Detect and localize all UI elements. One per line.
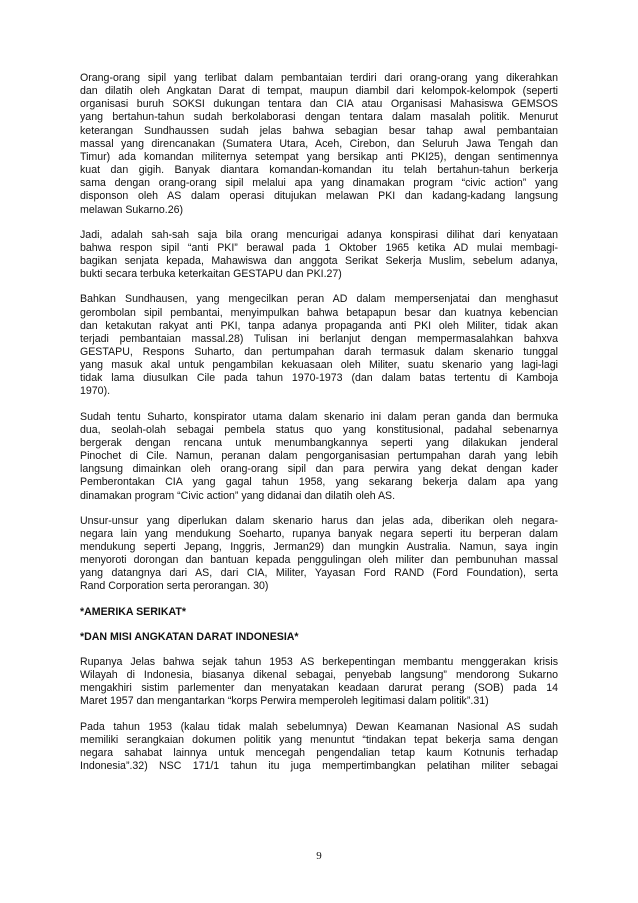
page-number: 9	[316, 850, 322, 862]
paragraph-6	[80, 656, 558, 709]
text-line: Pada tahun 1953 (kalau tidak malah sebelumnya) Dewan Keamanan Nasional AS sudah	[80, 720, 558, 733]
text-line: GESTAPU, Respons Suharto, dan pertumpahan darah termasuk dalam skenario tunggal	[80, 345, 558, 358]
text-line: mengakhiri sistim parlementer dan menyatakan keadaan darurat perang (SOB) pada 14	[80, 682, 558, 695]
text-line: 1970).	[80, 385, 111, 398]
paragraph-5	[80, 515, 558, 594]
text-line: Pemberontakan CIA yang gagal tahun 1958, yang sekarang bekerja dalam apa yang	[80, 476, 558, 489]
text-line: terjadi pembantaian massal.28) Tulisan ini berlanjut dengan mempermasalahkan bahxva	[80, 332, 558, 345]
text-line: Timur) ada komandan militernya setempat yang bersikap anti PKI25), dengan sentimennya	[80, 150, 558, 163]
text-line: mendukung seperti Jepang, Inggris, Jerman29) dan mungkin Australia. Namun, saya ingin	[80, 541, 558, 553]
text-line: dan dilatih oleh Angkatan Darat di tempat, maupun diambil dari kelompok-kelompok (seperti	[80, 85, 558, 98]
text-line: massal yang direncanakan (Sumatera Utara, Aceh, Cirebon, dan Seluruh Jawa Tengah dan	[80, 137, 558, 150]
text-line: Unsur-unsur yang diperlukan dalam skenario harus dan jelas ada, diberikan oleh negara-	[80, 514, 558, 527]
text-line: keterangan Sundhaussen sudah jelas bahwa sebagian besar tahap awal pembantaian	[80, 124, 558, 137]
text-line: langsung dimainkan oleh orang-orang sipil dan para perwira yang dekat dengan kader	[80, 463, 558, 476]
paragraph-7	[80, 721, 558, 774]
paragraph-2	[80, 229, 558, 282]
text-line: Bahkan Sundhausen, yang mengecilkan peran AD dalam mempersenjatai dan menghasut	[80, 293, 558, 306]
text-line: dua, seolah-olah sebagai pembela status quo yang konstitusional, padahal sebenarnya	[80, 423, 558, 436]
text-line: tidak lama diusulkan Cile pada tahun 1970-1973 (dan dalam batas tertentu di Kamboja	[80, 372, 558, 385]
text-line: dinamakan program “Civic action” yang didanai dan dilatih oleh AS.	[80, 489, 396, 502]
paragraph-1	[80, 72, 558, 217]
text-line: negara sahabat lainnya untuk mencegah pengendalian tetap kaum Kotnunis terhadap	[80, 746, 558, 759]
text-line: bagikan senjata kepada, Mahawiswa dan anggota Serikat Sekerja Muslim, sebelum adanya,	[80, 255, 558, 268]
text-line: menyoroti dorongan dan bantuan kepada penggulingan oleh militer dan pembunuhan massal	[80, 554, 558, 567]
text-line: sama dengan orang-orang sipil melalui apa yang dinamakan program “civic action” yang	[80, 177, 558, 190]
text-line: Rupanya Jelas bahwa sejak tahun 1953 AS berkepentingan membantu menggerakan krisis	[80, 655, 558, 668]
text-line: yang masuk akal untuk pengambilan kekuasaan oleh Militer, suatu skenario yang lagi-lagi	[80, 359, 558, 372]
text-line: memiliki serangkaian dokumen politik yang menuntut “tindakan tepat bekerja sama dengan	[80, 733, 558, 746]
text-line: organisasi buruh SOKSI dukungan tentara dan CIA atau Organisasi Mahasiswa GEMSOS	[80, 98, 558, 111]
text-line: Wilayah di Indonesia, biasanya dikenal sebagai, penyebab langsung” mendorong Sukarno	[80, 669, 558, 682]
text-line: bergerak dengan rencana untuk menumbangkannya seperti yang dilakukan jenderal	[80, 436, 558, 449]
text-line: Indonesia”.32) NSC 171/1 tahun itu juga mempertimbangkan pelatihan militer sebagai	[80, 760, 558, 773]
text-line: negara lain yang mendukung Soeharto, rupanya banyak negara seperti itu berperan dalam	[80, 527, 558, 540]
page-body	[80, 72, 558, 785]
text-line: dan ketakutan rakyat anti PKI, tanpa adanya propaganda anti PKI oleh Militer, tidak akan	[80, 319, 558, 332]
text-line: gerombolan sipil pembantai, menyimpulkan bahwa betapapun besar dan kuatnya kebencian	[80, 306, 558, 319]
text-line: kuat dan gigih. Banyak diantara komandan-komandan itu telah bertahun-tahun berkerja	[80, 164, 558, 177]
text-line: bukti secara terbuka keterkaitan GESTAPU dan PKI.27)	[80, 268, 342, 281]
text-line: melawan Sukarno.26)	[80, 203, 184, 216]
text-line: disponson oleh AS dalam operasi ditujukan melawan PKI dan kadang-kadang langsung	[80, 190, 558, 203]
text-line: yang datangnya dari AS, dari CIA, Militer, Yayasan Ford RAND (Ford Foundation), serta	[80, 567, 558, 580]
text-line: Rand Corporation serta perorangan. 30)	[80, 580, 269, 593]
text-line: Maret 1957 dan mengantarkan “korps Perwira memperoleh legitimasi dalam politik”.31)	[80, 695, 489, 708]
section-heading-1: *AMERIKA SERIKAT*	[80, 605, 186, 618]
text-line: Orang-orang sipil yang terlibat dalam pembantaian terdiri dari orang-orang yang dikerahkan	[80, 72, 558, 84]
text-line: Sudah tentu Suharto, konspirator utama dalam skenario ini dalam peran ganda dan bermuka	[80, 410, 558, 423]
text-line: Pinochet di Cile. Namun, peranan dalam pengorganisasian pertumpahan darah yang lebih	[80, 450, 558, 463]
section-heading-2: *DAN MISI ANGKATAN DARAT INDONESIA*	[80, 630, 299, 643]
paragraph-4	[80, 411, 558, 503]
paragraph-3	[80, 293, 558, 398]
text-line: Jadi, adalah sah-sah saja bila orang mencurigai adanya konspirasi dilihat dari kenyataan	[80, 228, 558, 241]
text-line: yang bertahun-tahun sudah berkolaborasi dengan tentara dalam masalah politik. Menurut	[80, 111, 558, 124]
text-line: bahwa respon sipil “anti PKI” berawal pada 1 Oktober 1965 ketika AD mulai membagi-	[80, 241, 558, 254]
